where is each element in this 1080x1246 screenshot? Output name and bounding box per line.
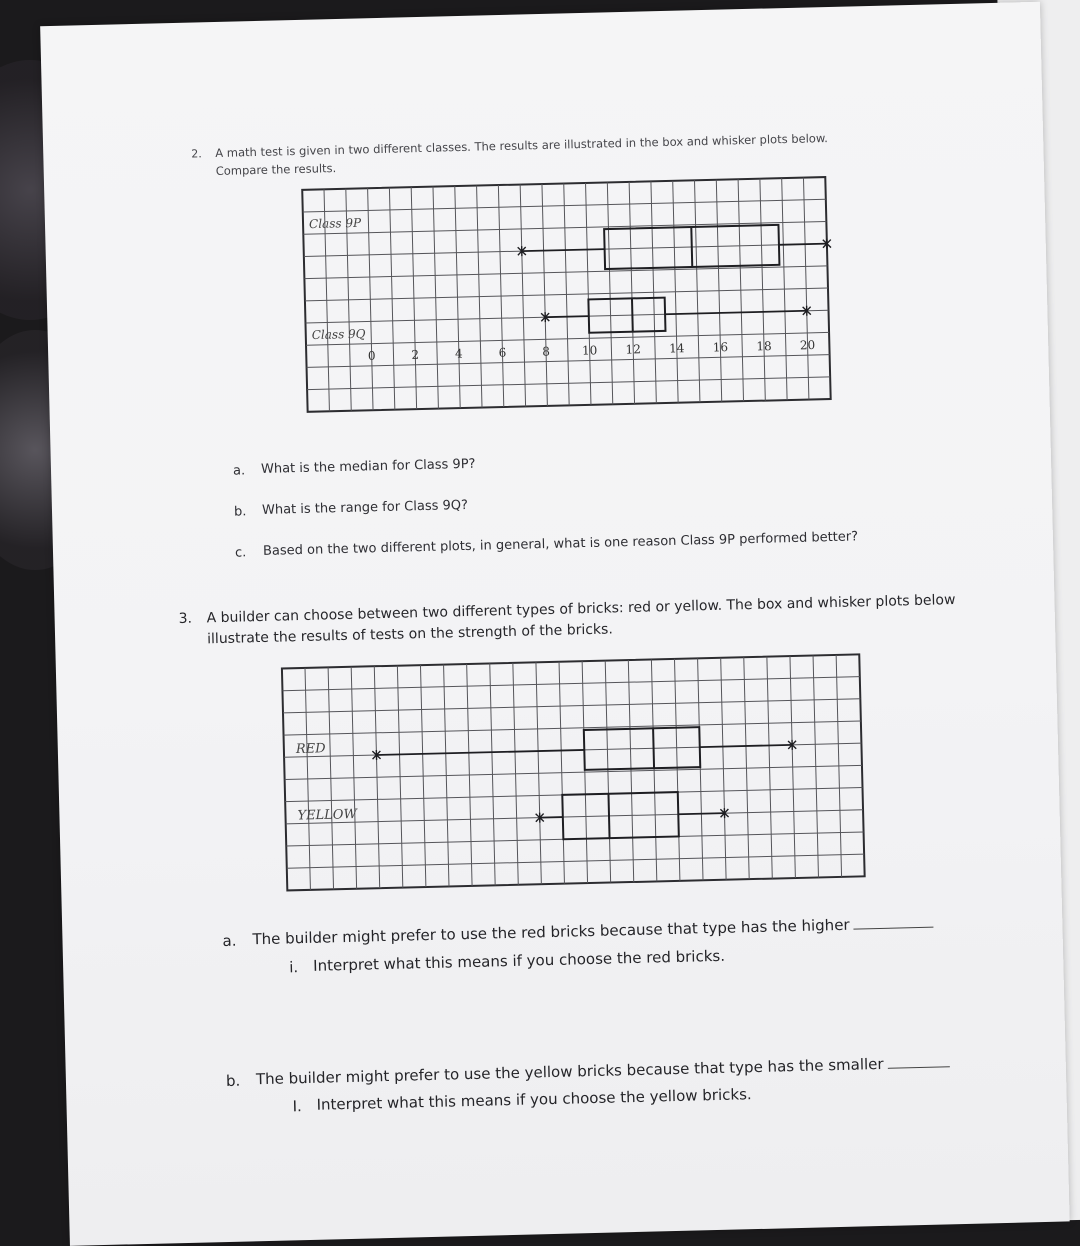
question-3b-i-text: Interpret what this means if you choose the yellow bricks.	[316, 1085, 752, 1114]
class-9q-whisker-left	[545, 316, 589, 317]
question-2c-text: Based on the two different plots, in general, what is one reason Class 9P performed better?	[262, 529, 859, 559]
axis-tick-label: 2	[411, 347, 420, 362]
grid-line-horizontal	[284, 721, 861, 735]
axis-tick-label: 8	[542, 344, 551, 359]
question-3a-i-letter: i.	[288, 958, 299, 977]
axis-tick-label: 18	[756, 339, 772, 354]
axis-tick-label: 6	[498, 345, 507, 360]
grid-line-horizontal	[287, 854, 864, 868]
class-9p-whisker-right	[779, 244, 827, 245]
red-bricks-whisker-right	[700, 745, 792, 747]
question-2b-letter: b.	[233, 504, 247, 520]
question-3b-text	[256, 1053, 950, 1088]
yellow-bricks-median-line	[608, 794, 609, 838]
axis-tick-label: 20	[799, 337, 816, 353]
class-9q-label: Class 9Q	[311, 326, 366, 343]
brick-box-plot	[282, 654, 867, 892]
yellow-bricks-label: YELLOW	[297, 807, 358, 824]
axis-tick-label: 14	[669, 341, 685, 356]
grid-line-horizontal	[285, 765, 862, 779]
question-3a-letter: a.	[222, 931, 237, 951]
question-2c-letter: c.	[234, 545, 247, 561]
grid-line-horizontal	[286, 810, 863, 824]
class-9q-median-line	[632, 298, 633, 331]
class-9p-whisker-left	[522, 249, 605, 251]
question-3a-answer-blank[interactable]	[853, 915, 933, 930]
question-2-text-line1: A math test is given in two different classes. The results are illustrated in the box and whisker plots below.	[215, 131, 829, 160]
question-3a-i-text: Interpret what this means if you choose the red bricks.	[312, 946, 726, 975]
red-bricks-median-line	[653, 728, 654, 768]
question-2a-text: What is the median for Class 9P?	[260, 456, 476, 477]
question-3b-text-content: The builder might prefer to use the yellow bricks because that type has the smaller	[255, 1054, 884, 1089]
axis-tick-label: 0	[367, 348, 376, 363]
red-bricks-label: RED	[295, 741, 326, 757]
yellow-bricks-whisker-right	[678, 813, 724, 814]
yellow-bricks-whisker-left	[540, 817, 563, 818]
question-3b-i-letter: I.	[292, 1097, 303, 1116]
question-3a-text-content: The builder might prefer to use the red bricks because that type has the higher	[252, 915, 850, 949]
grid-line-horizontal	[283, 699, 860, 713]
question-3b-answer-blank[interactable]	[887, 1054, 949, 1069]
question-3b-letter: b.	[225, 1071, 241, 1090]
question-2a-letter: a.	[232, 463, 246, 479]
question-3a-text	[252, 914, 933, 949]
class-9p-median-line	[691, 227, 692, 267]
question-3-text-line2: illustrate the results of tests on the strength of the bricks.	[206, 621, 614, 648]
grid-line-horizontal	[282, 677, 859, 691]
red-bricks-whisker-left	[376, 750, 584, 755]
axis-tick-label: 12	[625, 342, 642, 357]
question-3-number: 3.	[178, 610, 193, 628]
worksheet-page	[40, 2, 1070, 1246]
class-9p-label: Class 9P	[308, 215, 362, 232]
question-3-text-line1: A builder can choose between two different types of bricks: red or yellow. The box and whisker plots below	[206, 592, 956, 627]
class-box-plot	[302, 177, 831, 414]
question-2b-text: What is the range for Class 9Q?	[261, 497, 469, 518]
axis-tick-label: 16	[712, 340, 729, 355]
axis-tick-label: 4	[454, 346, 463, 361]
question-2-text-line2: Compare the results.	[215, 161, 337, 178]
question-2-number: 2.	[191, 147, 202, 161]
axis-tick-label: 10	[581, 343, 598, 358]
